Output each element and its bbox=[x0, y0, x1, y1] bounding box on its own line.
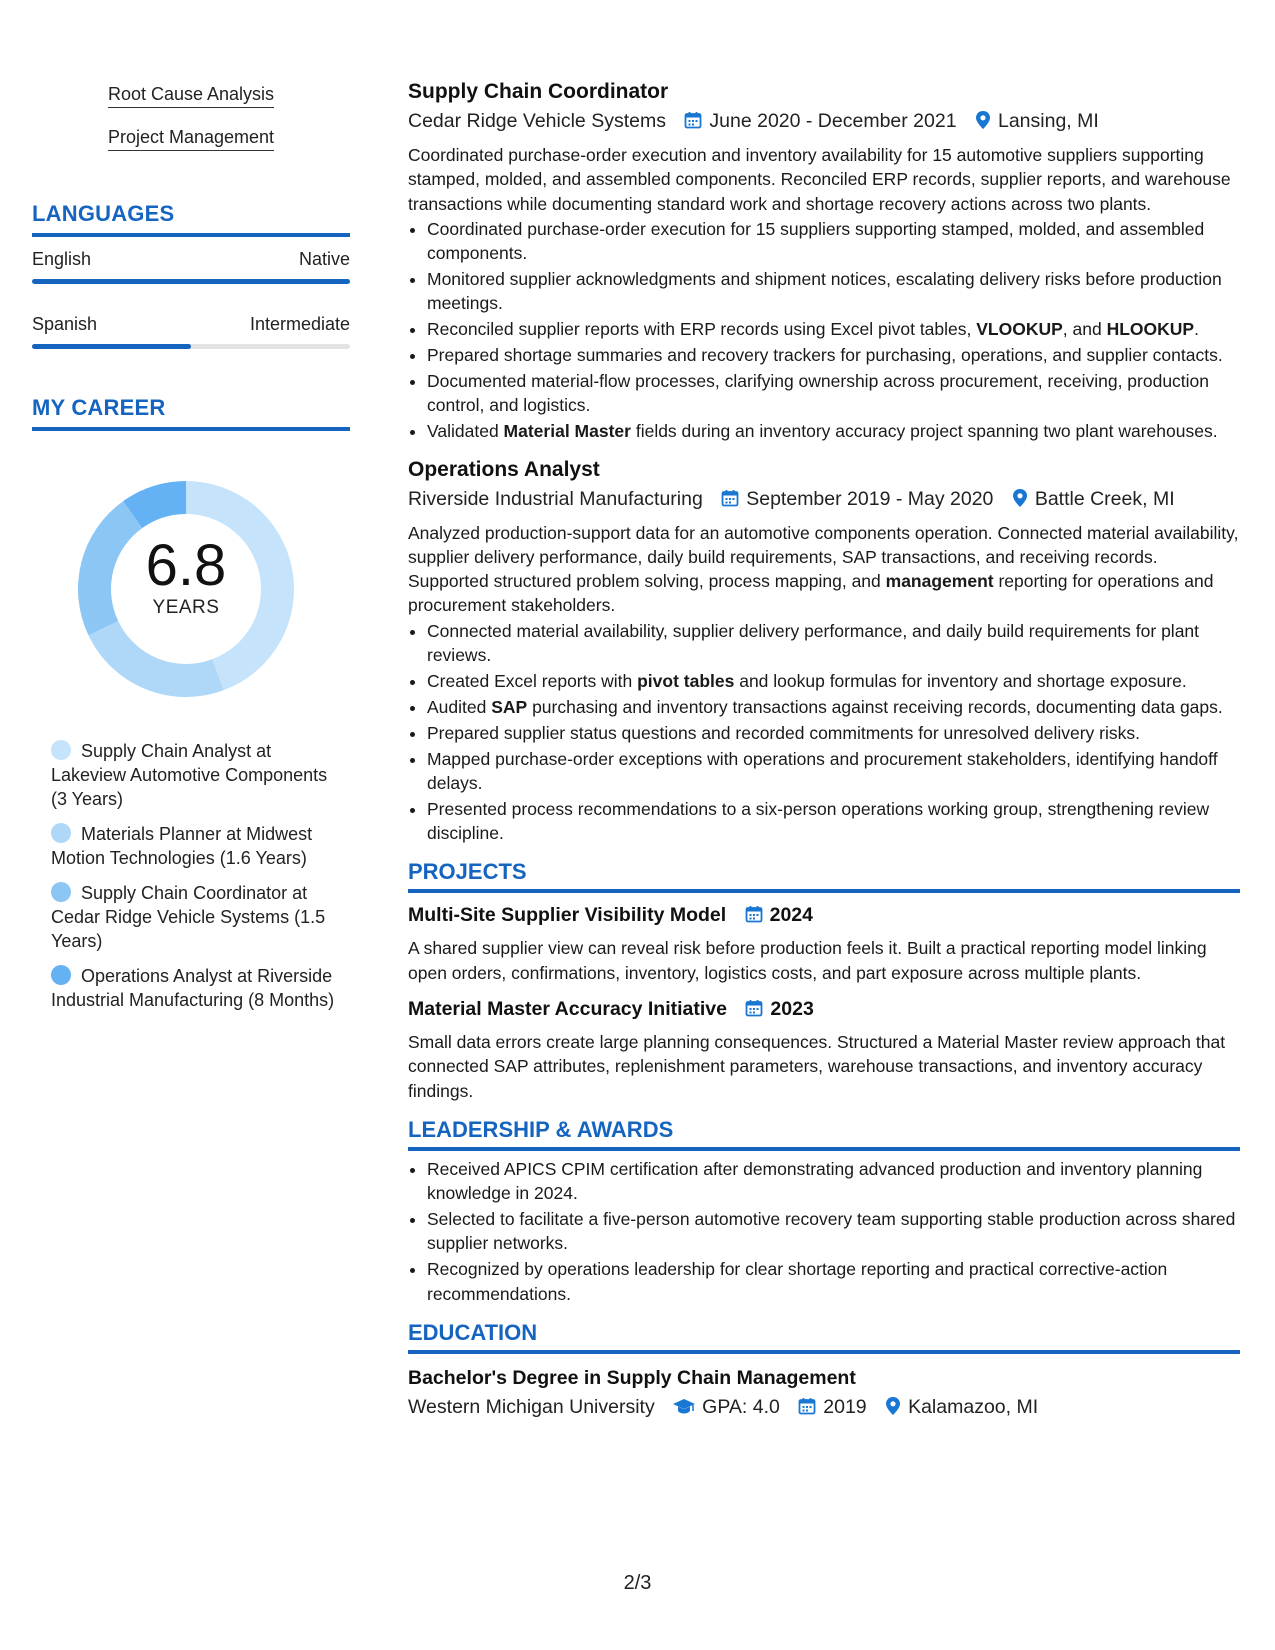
career-donut-chart bbox=[66, 469, 306, 709]
legend-label: Supply Chain Analyst at Lakeview Automotive Components (3 Years) bbox=[51, 741, 328, 809]
graduation-cap-icon bbox=[672, 1395, 696, 1425]
bullet-item: • Selected to facilitate a five-person automotive recovery team supporting stable production across shared supplier networks. bbox=[427, 1207, 1240, 1256]
legend-dot bbox=[51, 823, 71, 843]
legend-dot bbox=[51, 965, 71, 985]
legend-dot bbox=[51, 882, 71, 902]
bullet-item: • Received APICS CPIM certification after demonstrating advanced production and inventory planning knowledge in 2024. bbox=[427, 1157, 1240, 1206]
project-entry bbox=[408, 995, 1240, 1103]
job-location: Lansing, MI bbox=[997, 110, 1099, 132]
calendar-icon bbox=[797, 1395, 817, 1425]
job-title: Supply Chain Coordinator bbox=[408, 80, 669, 103]
project-year: 2023 bbox=[770, 997, 814, 1020]
project-title: Multi-Site Supplier Visibility Model bbox=[408, 904, 727, 927]
calendar-icon bbox=[720, 487, 740, 517]
experience-entry bbox=[408, 78, 1240, 444]
awards-heading: LEADERSHIP & AWARDS bbox=[408, 1117, 1240, 1151]
calendar-icon bbox=[744, 904, 764, 932]
career-legend-item bbox=[51, 881, 336, 953]
bullet-item: • Presented process recommendations to a six-person operations working group, strengthening review discipline. bbox=[427, 797, 1240, 846]
career-heading: MY CAREER bbox=[32, 395, 350, 431]
calendar-icon bbox=[683, 109, 703, 139]
job-bullets bbox=[408, 217, 1240, 444]
job-meta bbox=[408, 484, 1240, 517]
legend-dot bbox=[51, 740, 71, 760]
career-legend bbox=[51, 739, 350, 1012]
language-name: English bbox=[32, 249, 92, 269]
project-header bbox=[408, 995, 1240, 1026]
career-unit: YEARS bbox=[152, 597, 220, 618]
map-pin-icon bbox=[884, 1395, 902, 1425]
career-legend-item bbox=[51, 822, 336, 870]
bullet-item: • Created Excel reports with pivot tables and lookup formulas for inventory and shortage exposure. bbox=[427, 669, 1240, 693]
project-entry bbox=[408, 901, 1240, 985]
map-pin-icon bbox=[1011, 487, 1029, 517]
project-description: A shared supplier view can reveal risk before production feels it. Built a practical reporting model linking open orders, confirmations, inventory, logistics costs, and part exposure across multiple plants. bbox=[408, 938, 1207, 983]
bullet-item: • Coordinated purchase-order execution for 15 suppliers supporting stamped, molded, and assembled components. bbox=[427, 217, 1240, 266]
legend-label: Materials Planner at Midwest Motion Technologies (1.6 Years) bbox=[51, 824, 313, 868]
main-content bbox=[408, 78, 1240, 1425]
bullet-item: • Prepared shortage summaries and recovery trackers for purchasing, operations, and supplier contacts. bbox=[427, 343, 1240, 367]
calendar-icon bbox=[744, 998, 764, 1026]
map-pin-icon bbox=[974, 109, 992, 139]
legend-label: Operations Analyst at Riverside Industrial Manufacturing (8 Months) bbox=[51, 966, 335, 1010]
job-dates: June 2020 - December 2021 bbox=[709, 110, 957, 132]
project-title: Material Master Accuracy Initiative bbox=[408, 997, 727, 1020]
language-name: Spanish bbox=[32, 314, 98, 334]
job-summary: Analyzed production-support data for an automotive components operation. Connected material availability, supplier delivery performance, daily build requirements, SAP transactions, and receiving records. Supported structured problem solving, process mapping, and management reporting for operations and procurement stakeholders. bbox=[408, 522, 1239, 616]
bullet-item: • Mapped purchase-order exceptions with operations and procurement stakeholders, identifying handoff delays. bbox=[427, 747, 1240, 796]
career-total-years: 6.8 bbox=[145, 533, 227, 598]
projects-heading: PROJECTS bbox=[408, 859, 1240, 893]
language-item bbox=[32, 249, 350, 284]
bullet-item: • Documented material-flow processes, clarifying ownership across procurement, receiving, production control, and logistics. bbox=[427, 369, 1240, 418]
career-legend-item bbox=[51, 964, 336, 1012]
languages-list bbox=[32, 249, 350, 349]
education-heading: EDUCATION bbox=[408, 1320, 1240, 1354]
job-dates: September 2019 - May 2020 bbox=[746, 487, 994, 510]
job-title: Operations Analyst bbox=[408, 457, 600, 481]
career-donut-slice bbox=[88, 621, 223, 697]
page-number: 2/3 bbox=[623, 1572, 652, 1594]
job-bullets bbox=[408, 619, 1240, 846]
degree-title: Bachelor's Degree in Supply Chain Management bbox=[408, 1366, 856, 1389]
bullet-item: • Recognized by operations leadership for clear shortage reporting and practical corrective-action recommendations. bbox=[427, 1257, 1240, 1306]
awards-list bbox=[408, 1157, 1240, 1306]
school-location: Kalamazoo, MI bbox=[908, 1395, 1039, 1418]
job-summary: Coordinated purchase-order execution and inventory availability for 15 automotive suppliers supporting stamped, molded, and assembled components. Reconciled ERP records, supplier reports, and warehouse transactions while documenting standard work and shortage recovery actions across two plants. bbox=[408, 145, 1231, 214]
language-level: Intermediate bbox=[249, 314, 350, 334]
education-meta bbox=[408, 1392, 1240, 1425]
project-year: 2024 bbox=[769, 904, 813, 927]
school-name: Western Michigan University bbox=[408, 1395, 655, 1418]
bullet-item: • Validated Material Master fields during an inventory accuracy project spanning two plant warehouses. bbox=[427, 419, 1240, 443]
project-header bbox=[408, 901, 1240, 932]
bullet-item: • Reconciled supplier reports with ERP records using Excel pivot tables, VLOOKUP, and HLOOKUP. bbox=[427, 317, 1240, 341]
bullet-item: • Connected material availability, supplier delivery performance, and daily build requirements for plant reviews. bbox=[427, 619, 1240, 668]
language-level: Native bbox=[298, 249, 350, 269]
language-proficiency-bar bbox=[32, 344, 350, 349]
language-proficiency-fill bbox=[32, 279, 350, 284]
skills-list bbox=[32, 84, 350, 170]
skill-item: Root Cause Analysis bbox=[108, 84, 274, 108]
job-location: Battle Creek, MI bbox=[1034, 487, 1175, 510]
language-item bbox=[32, 314, 350, 349]
language-proficiency-fill bbox=[32, 344, 191, 349]
skill-item: Project Management bbox=[108, 127, 274, 151]
company-name: Riverside Industrial Manufacturing bbox=[408, 487, 703, 510]
bullet-item: • Prepared supplier status questions and recorded commitments for unresolved delivery risks. bbox=[427, 721, 1240, 745]
bullet-item: • Monitored supplier acknowledgments and shipment notices, escalating delivery risks before production meetings. bbox=[427, 267, 1240, 316]
graduation-year: 2019 bbox=[823, 1395, 867, 1418]
company-name: Cedar Ridge Vehicle Systems bbox=[408, 110, 666, 132]
sidebar bbox=[32, 84, 350, 1023]
career-center bbox=[66, 535, 306, 619]
job-meta bbox=[408, 106, 1240, 139]
gpa: GPA: 4.0 bbox=[702, 1395, 780, 1418]
career-legend-item bbox=[51, 739, 336, 811]
legend-label: Supply Chain Coordinator at Cedar Ridge Vehicle Systems (1.5 Years) bbox=[51, 883, 326, 951]
project-description: Small data errors create large planning consequences. Structured a Material Master review approach that connected SAP attributes, replenishment parameters, warehouse transactions, and inventory accuracy findings. bbox=[408, 1031, 1226, 1101]
languages-heading: LANGUAGES bbox=[32, 201, 350, 237]
bullet-item: • Audited SAP purchasing and inventory transactions against receiving records, documenting data gaps. bbox=[427, 695, 1240, 719]
language-proficiency-bar bbox=[32, 279, 350, 284]
experience-entry bbox=[408, 456, 1240, 846]
